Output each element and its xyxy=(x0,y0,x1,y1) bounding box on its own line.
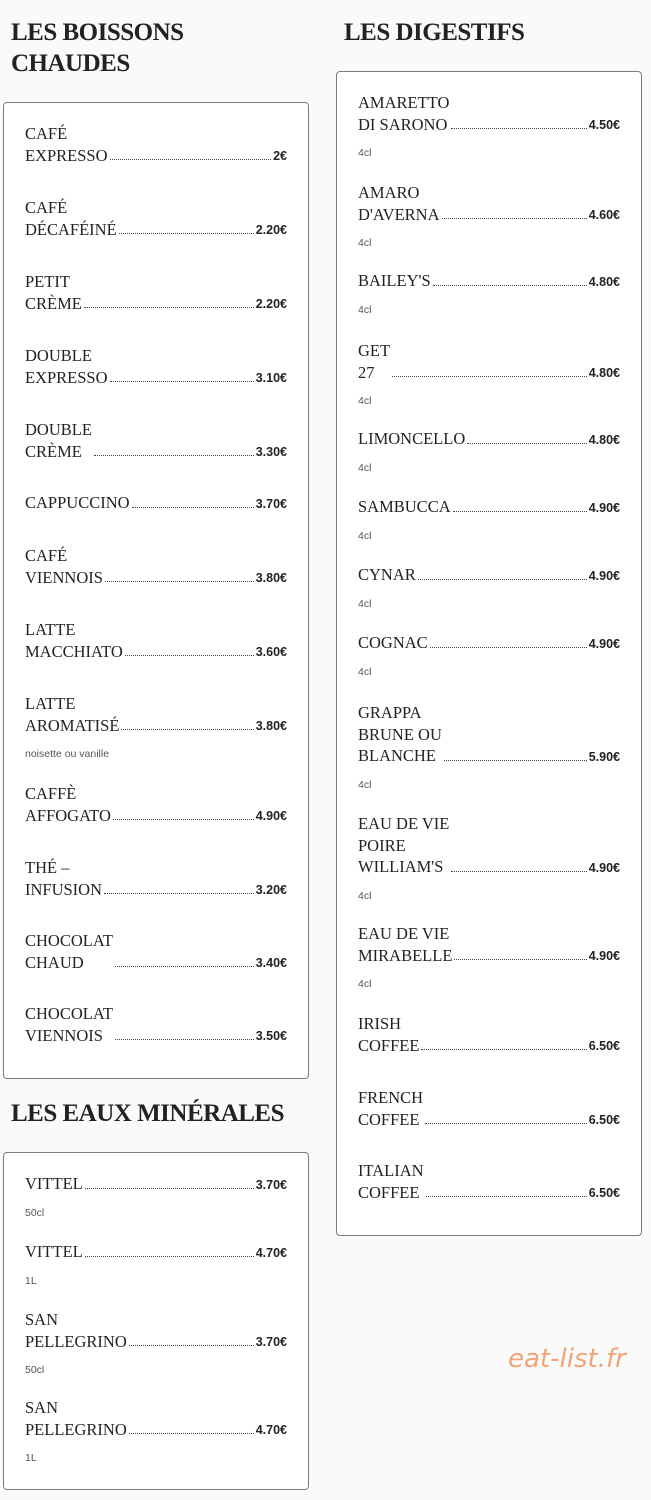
menu-item-price: 3.20€ xyxy=(255,883,287,897)
dotted-leader xyxy=(453,511,587,512)
menu-item-price: 4.90€ xyxy=(588,860,620,875)
menu-item-name: BAILEY'S xyxy=(358,271,431,290)
mineral-waters-panel xyxy=(3,1152,309,1490)
menu-item-price: 4.80€ xyxy=(588,432,620,447)
menu-item-price: 3.80€ xyxy=(255,719,287,733)
menu-item xyxy=(25,619,287,662)
menu-item-name: LIMONCELLO xyxy=(358,429,466,448)
menu-item-name: LATTE MACCHIATO xyxy=(25,620,123,661)
menu-item-name: CAPPUCCINO xyxy=(25,493,130,512)
menu-item-name: CYNAR xyxy=(358,565,416,584)
dotted-leader xyxy=(119,233,254,234)
menu-item-note: 4cl xyxy=(358,597,372,610)
menu-item xyxy=(25,930,287,973)
menu-item xyxy=(358,340,620,407)
menu-item xyxy=(358,182,620,249)
menu-item-price: 3.40€ xyxy=(255,956,287,970)
menu-item xyxy=(25,123,287,166)
digestifs-panel xyxy=(336,71,642,1236)
dotted-leader xyxy=(442,218,587,219)
dotted-leader xyxy=(104,893,254,894)
menu-item-name: CHOCOLAT CHAUD xyxy=(25,931,114,972)
menu-item-name: CHOCOLAT VIENNOIS xyxy=(25,1004,114,1045)
menu-item xyxy=(358,1087,620,1130)
dotted-leader xyxy=(129,1433,254,1434)
menu-item xyxy=(358,1160,620,1203)
menu-item-note: 4cl xyxy=(358,529,372,542)
menu-item-price: 2.20€ xyxy=(255,223,287,237)
dotted-leader xyxy=(110,159,272,160)
dotted-leader xyxy=(451,128,586,129)
menu-item-name: GRAPPA BRUNE OU BLANCHE xyxy=(358,703,442,765)
menu-item-note: 50cl xyxy=(25,1364,45,1376)
dotted-leader xyxy=(115,966,254,967)
menu-item-price: 4.70€ xyxy=(255,1245,287,1260)
menu-item-price: 4.60€ xyxy=(588,208,620,222)
menu-item-price: 4.80€ xyxy=(588,274,620,289)
menu-item-name: CAFÉ DÉCAFÉINÉ xyxy=(25,198,117,239)
menu-item-price: 4.70€ xyxy=(255,1423,287,1437)
menu-item-note: 4cl xyxy=(358,978,372,990)
hot-drinks-panel xyxy=(3,102,309,1079)
menu-item xyxy=(25,1309,287,1376)
menu-item-name: GET 27 xyxy=(358,341,391,382)
menu-item-price: 3.30€ xyxy=(255,445,287,459)
menu-item xyxy=(25,1241,287,1287)
menu-item xyxy=(358,632,620,678)
menu-item-name: VITTEL xyxy=(25,1174,83,1193)
dotted-leader xyxy=(129,1345,254,1346)
menu-item xyxy=(358,564,620,610)
menu-item-note: 4cl xyxy=(358,395,372,407)
menu-item xyxy=(358,813,620,902)
menu-item-name: LATTE AROMATISÉ xyxy=(25,694,120,735)
menu-item-note: noisette ou vanille xyxy=(25,748,110,760)
menu-item xyxy=(25,197,287,240)
menu-item-note: 1L xyxy=(25,1452,37,1464)
menu-item-name: PETIT CRÈME xyxy=(25,272,82,313)
menu-item-note: 50cl xyxy=(25,1206,45,1219)
menu-item-name: EAU DE VIE MIRABELLE xyxy=(358,924,453,965)
menu-item-price: 3.70€ xyxy=(255,1177,287,1192)
menu-item-name: EAU DE VIE POIRE WILLIAM'S xyxy=(358,814,450,876)
menu-item xyxy=(25,345,287,388)
menu-item xyxy=(358,92,620,159)
menu-item-note: 4cl xyxy=(358,303,372,316)
menu-item-price: 3.10€ xyxy=(255,371,287,385)
menu-item xyxy=(25,1397,287,1464)
menu-item-price: 4.50€ xyxy=(588,118,620,132)
dotted-leader xyxy=(84,307,254,308)
menu-item-name: SAN PELLEGRINO xyxy=(25,1310,127,1351)
digestifs-title: LES DIGESTIFS xyxy=(344,19,525,46)
menu-item-price: 6.50€ xyxy=(588,1039,620,1053)
menu-item-name: CAFÉ VIENNOIS xyxy=(25,546,103,587)
menu-item-name: ITALIAN COFFEE xyxy=(358,1161,424,1202)
menu-item-note: 1L xyxy=(25,1274,37,1287)
menu-item-note: 4cl xyxy=(358,778,372,791)
dotted-leader xyxy=(115,1039,254,1040)
menu-item-price: 3.70€ xyxy=(255,1335,287,1349)
dotted-leader xyxy=(451,871,586,872)
dotted-leader xyxy=(454,959,586,960)
menu-item-price: 3.50€ xyxy=(255,1029,287,1043)
menu-item xyxy=(25,693,287,760)
menu-item-name: CAFFÈ AFFOGATO xyxy=(25,784,111,825)
dotted-leader xyxy=(121,729,253,730)
menu-item-price: 4.90€ xyxy=(255,809,287,823)
dotted-leader xyxy=(110,381,254,382)
menu-item-name: COGNAC xyxy=(358,633,428,652)
menu-item xyxy=(25,419,287,462)
menu-item-note: 4cl xyxy=(358,889,372,902)
menu-item-price: 3.70€ xyxy=(255,496,287,511)
menu-item-name: AMARO D'AVERNA xyxy=(358,183,440,224)
menu-item xyxy=(25,1003,287,1046)
dotted-leader xyxy=(425,1123,587,1124)
dotted-leader xyxy=(85,1188,254,1189)
menu-item xyxy=(358,428,620,474)
menu-item xyxy=(358,923,620,990)
menu-item xyxy=(358,270,620,316)
mineral-waters-title: LES EAUX MINÉRALES xyxy=(11,1100,285,1127)
dotted-leader xyxy=(467,443,586,444)
dotted-leader xyxy=(85,1256,254,1257)
menu-item xyxy=(25,492,287,514)
hot-drinks-title: LES BOISSONS CHAUDES xyxy=(11,19,184,77)
menu-item-name: CAFÉ EXPRESSO xyxy=(25,124,108,165)
dotted-leader xyxy=(430,647,587,648)
menu-item-price: 4.90€ xyxy=(588,636,620,651)
menu-item-price: 4.90€ xyxy=(588,500,620,515)
menu-item xyxy=(25,857,287,900)
menu-item-price: 6.50€ xyxy=(588,1186,620,1200)
menu-item-price: 3.60€ xyxy=(255,645,287,659)
dotted-leader xyxy=(132,507,254,508)
menu-item-note: 4cl xyxy=(358,461,372,474)
menu-item-note: 4cl xyxy=(358,237,372,249)
menu-item xyxy=(25,545,287,588)
menu-item-price: 5.90€ xyxy=(588,749,620,764)
menu-item-name: AMARETTO DI SARONO xyxy=(358,93,450,134)
menu-item-name: IRISH COFFEE xyxy=(358,1014,420,1055)
menu-item xyxy=(25,271,287,314)
menu-item-name: DOUBLE EXPRESSO xyxy=(25,346,108,387)
dotted-leader xyxy=(444,760,587,761)
menu-item-price: 2€ xyxy=(273,149,287,163)
dotted-leader xyxy=(392,376,587,377)
dotted-leader xyxy=(125,655,254,656)
menu-item xyxy=(25,783,287,826)
menu-item-name: VITTEL xyxy=(25,1242,83,1261)
menu-item xyxy=(25,1173,287,1219)
dotted-leader xyxy=(105,581,254,582)
menu-item-price: 4.90€ xyxy=(588,568,620,583)
menu-item-price: 2.20€ xyxy=(255,297,287,311)
menu-item-name: FRENCH COFFEE xyxy=(358,1088,424,1129)
dotted-leader xyxy=(433,285,587,286)
menu-item-price: 3.80€ xyxy=(255,571,287,585)
menu-item-name: SAN PELLEGRINO xyxy=(25,1398,127,1439)
menu-item-name: SAMBUCCA xyxy=(358,497,451,516)
dotted-leader xyxy=(421,1049,586,1050)
dotted-leader xyxy=(113,819,254,820)
menu-item-note: 4cl xyxy=(358,147,372,159)
menu-item-name: DOUBLE CRÈME xyxy=(25,420,92,461)
menu-item xyxy=(358,496,620,542)
dotted-leader xyxy=(418,579,587,580)
menu-item-price: 4.80€ xyxy=(588,366,620,380)
watermark-logo: eat-list.fr xyxy=(508,1344,626,1374)
menu-item-price: 4.90€ xyxy=(588,949,620,963)
menu-item xyxy=(358,702,620,791)
menu-item xyxy=(358,1013,620,1056)
menu-item-price: 6.50€ xyxy=(588,1113,620,1127)
menu-item-name: THÉ – INFUSION xyxy=(25,858,103,899)
menu-item-note: 4cl xyxy=(358,665,372,678)
dotted-leader xyxy=(426,1196,587,1197)
dotted-leader xyxy=(94,455,254,456)
